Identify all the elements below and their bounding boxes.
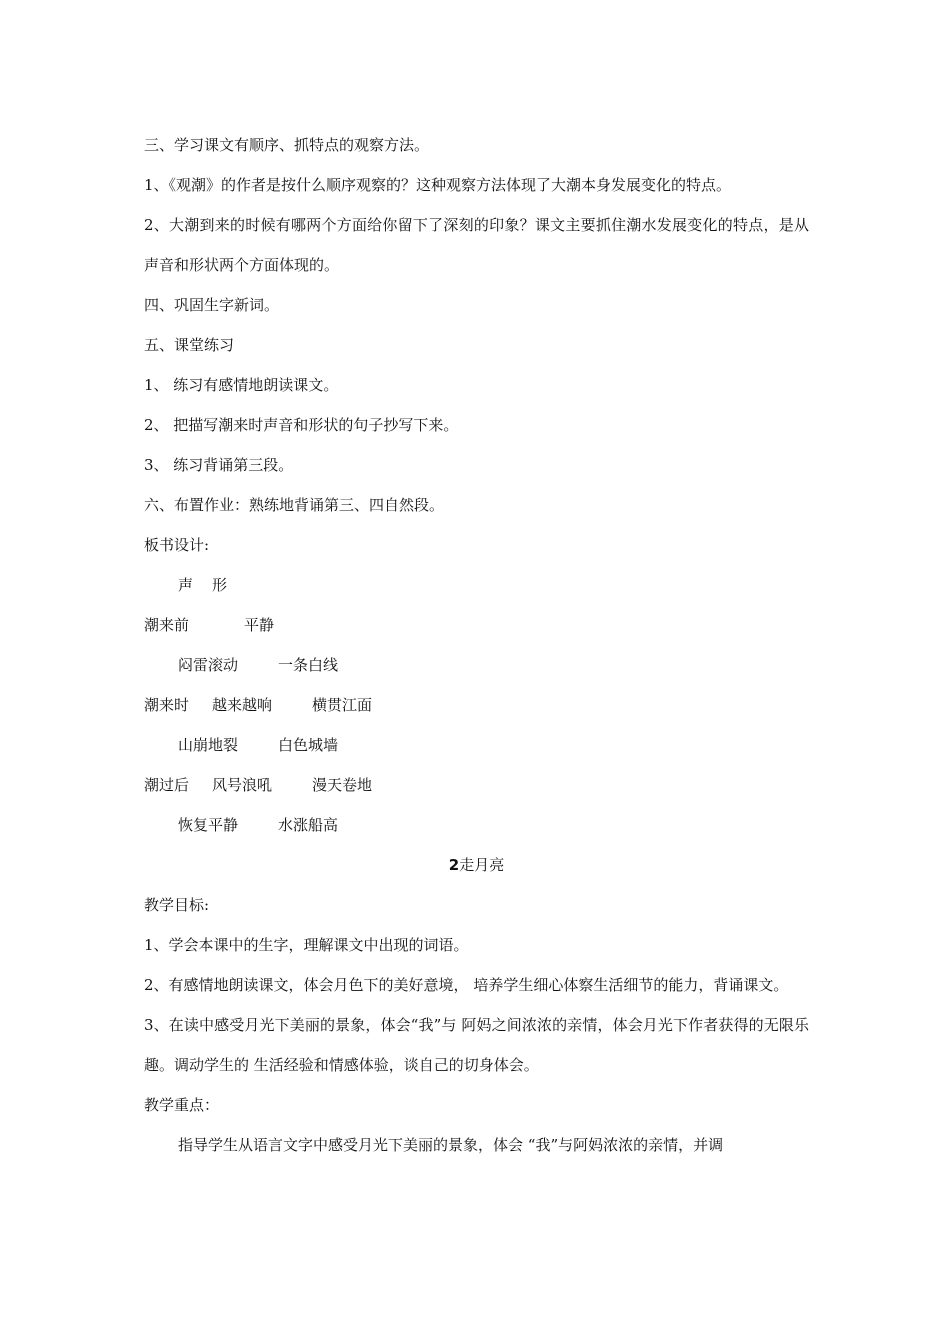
board-row-sound: 恢复平静 [178, 816, 239, 834]
board-row-label: 潮来前 [144, 616, 190, 634]
section-3-heading: 三、学习课文有顺序、抓特点的观察方法。 [144, 136, 430, 154]
board-row [144, 805, 809, 845]
goal-3: 3、在读中感受月光下美丽的景象，体会“我”与 阿妈之间浓浓的亲情，体会月光下作者获得的无限乐趣。调动学生的 生活经验和情感体验，谈自己的切身体会。 [144, 1016, 809, 1074]
board-header-row [144, 565, 809, 605]
document-page [144, 125, 809, 1165]
board-row [144, 605, 809, 645]
board-row-sound: 山崩地裂 [178, 736, 239, 754]
board-row-shape: 白色城墙 [278, 736, 339, 754]
section-6-heading: 六、布置作业：熟练地背诵第三、四自然段。 [144, 496, 445, 514]
section-3-question-2: 2、大潮到来的时候有哪两个方面给你留下了深刻的印象？课文主要抓住潮水发展变化的特点，是从声音和形状两个方面体现的。 [144, 216, 809, 274]
board-design-heading: 板书设计: [144, 536, 210, 554]
goals-heading: 教学目标: [144, 896, 210, 914]
goal-2: 2、有感情地朗读课文，体会月色下的美好意境， 培养学生细心体察生活细节的能力，背诵课文。 [144, 976, 789, 994]
goal-1: 1、学会本课中的生字，理解课文中出现的词语。 [144, 936, 469, 954]
board-header-sound: 声 [178, 576, 194, 594]
exercise-item-1: 1、 练习有感情地朗读课文。 [144, 376, 339, 394]
board-row [144, 765, 809, 805]
board-row-sound: 越来越响 [212, 696, 273, 714]
exercise-item-2: 2、 把描写潮来时声音和形状的句子抄写下来。 [144, 416, 459, 434]
board-row-shape: 漫天卷地 [312, 776, 373, 794]
exercise-item-3: 3、 练习背诵第三段。 [144, 456, 294, 474]
board-header-shape: 形 [212, 576, 228, 594]
board-row-shape: 水涨船高 [278, 816, 339, 834]
section-3-question-1: 1、《观潮》的作者是按什么顺序观察的？这种观察方法体现了大潮本身发展变化的特点。 [144, 176, 732, 194]
board-row [144, 725, 809, 765]
board-row-label: 潮来时 [144, 696, 190, 714]
section-4-heading: 四、巩固生字新词。 [144, 296, 280, 314]
lesson-number: 2 [448, 856, 460, 874]
lesson-title [144, 845, 809, 885]
board-row-sound: 闷雷滚动 [178, 656, 239, 674]
section-5-heading: 五、课堂练习 [144, 336, 235, 354]
board-row-sound: 风号浪吼 [212, 776, 273, 794]
board-row [144, 645, 809, 685]
board-row-sound: 平静 [244, 616, 275, 634]
board-row [144, 685, 809, 725]
key-points-heading: 教学重点： [144, 1096, 220, 1114]
board-row-label: 潮过后 [144, 776, 190, 794]
key-points-text: 指导学生从语言文字中感受月光下美丽的景象，体会 “我”与阿妈浓浓的亲情，并调 [178, 1136, 724, 1154]
lesson-title-text: 走月亮 [459, 856, 505, 874]
board-row-shape: 一条白线 [278, 656, 339, 674]
board-row-shape: 横贯江面 [312, 696, 373, 714]
